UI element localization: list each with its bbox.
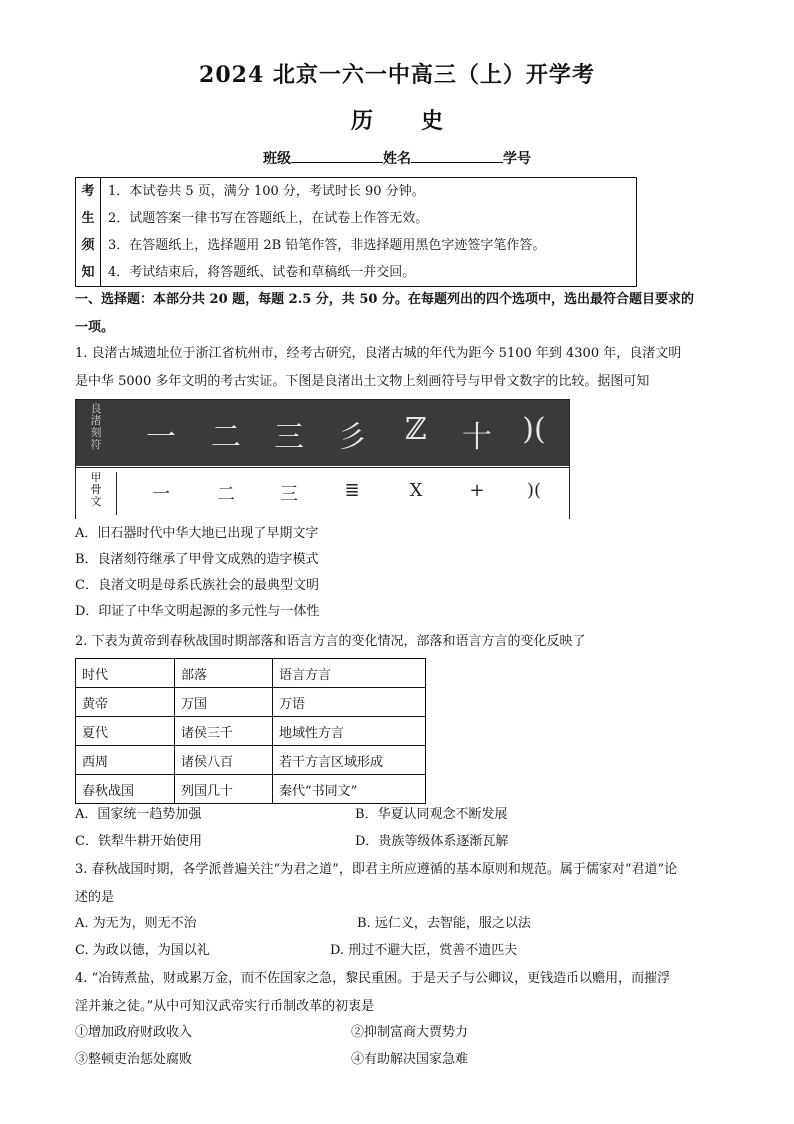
- id-label: 学号: [503, 151, 531, 167]
- q1-stem: 1. 良渚古城遗址位于浙江省杭州市，经考古研究，良渚古城的年代为距今 5100 年到 4300 年，良渚文明 是中华 5000 多年文明的考古实证。下图是良渚出土文物上刻画符号与甲骨文数字的比较。据图可知: [75, 346, 682, 389]
- oracle-bone-row: [76, 467, 569, 519]
- liangzhu-symbol: 一: [146, 420, 176, 455]
- notice-side-label: 考 生 须 知: [76, 178, 101, 286]
- q4-stem: 4. “冶铸煮盐，财或累万金，而不佐国家之急，黎民重困。于是天子与公卿议，更钱造币以赡用，而摧浮 淫并兼之徒。”从中可知汉武帝实行币制改革的初衷是: [75, 971, 671, 1014]
- table-header-row: 时代 部落 语言方言: [76, 659, 426, 688]
- oracle-symbol: 三: [280, 484, 298, 505]
- option-b[interactable]: B．良渚刻符继承了甲骨文成熟的造字模式: [75, 552, 319, 567]
- liangzhu-symbol: ℤ: [405, 412, 427, 447]
- option-d[interactable]: D．印证了中华文明起源的多元性与一体性: [75, 604, 320, 619]
- table-row: 夏代 诸侯三千 地域性方言: [76, 717, 426, 746]
- oracle-symbol: +: [469, 480, 485, 501]
- class-blank[interactable]: [291, 148, 383, 163]
- option-3[interactable]: ③整顿吏治惩处腐败: [75, 1052, 193, 1067]
- liangzhu-symbol: 十: [462, 420, 492, 455]
- option-1[interactable]: ①增加政府财政收入: [75, 1025, 193, 1040]
- option-c[interactable]: C．铁犁牛耕开始使用: [75, 834, 202, 849]
- name-label: 姓名: [383, 151, 411, 167]
- option-a[interactable]: A. 为无为，则无不治: [75, 916, 197, 931]
- option-c[interactable]: C. 为政以德，为国以礼: [75, 943, 210, 958]
- exam-notice-box: [75, 177, 637, 287]
- option-a[interactable]: A．国家统一趋势加强: [75, 807, 202, 822]
- liangzhu-symbol-row: [76, 400, 569, 466]
- oracle-symbol: 二: [217, 484, 235, 505]
- class-label: 班级: [263, 151, 291, 167]
- subject-title: 历 史: [350, 108, 444, 134]
- liangzhu-row-label: 良 渚 刻 符: [90, 402, 102, 451]
- option-c[interactable]: C．良渚文明是母系氏族社会的最典型文明: [75, 578, 319, 593]
- notice-item: 3．在答题纸上，选择题用 2B 铅笔作答，非选择题用黑色字迹签字笔作答。: [108, 238, 546, 253]
- oracle-symbol: X: [409, 480, 423, 501]
- option-d[interactable]: D. 刑过不避大臣，赏善不遗匹夫: [330, 943, 518, 958]
- option-4[interactable]: ④有助解决国家急难: [351, 1052, 469, 1067]
- table-row: 西周 诸侯八百 若干方言区域形成: [76, 746, 426, 775]
- q1-options: [75, 521, 723, 625]
- q3-stem: 3. 春秋战国时期，各学派普遍关注“为君之道”，即君主所应遵循的基本原则和规范。属于儒家对“君道”论 述的是: [75, 862, 678, 905]
- option-a[interactable]: A．旧石器时代中华大地已出现了早期文字: [75, 526, 319, 541]
- oracle-symbol: )(: [526, 480, 542, 501]
- notice-item: 4．考试结束后，将答题纸、试卷和草稿纸一并交回。: [108, 265, 416, 280]
- table-row: 黄帝 万国 万语: [76, 688, 426, 717]
- oracle-symbol: ≣: [344, 480, 360, 501]
- liangzhu-symbol: 二: [211, 420, 241, 455]
- student-info-line: [0, 148, 794, 168]
- option-b[interactable]: B. 远仁义，去智能，服之以法: [357, 916, 531, 931]
- q2-table: [75, 658, 426, 804]
- exam-title: 2024 北京一六一中高三（上）开学考: [199, 62, 595, 88]
- option-d[interactable]: D．贵族等级体系逐渐瓦解: [355, 834, 509, 849]
- section-heading: 一、选择题：本部分共 20 题，每题 2.5 分，共 50 分。在每题列出的四个选项中，选出最符合题目要求的 一项。: [75, 292, 694, 335]
- table-row: 春秋战国 列国几十 秦代“书同文”: [76, 775, 426, 804]
- option-2[interactable]: ②抑制富商大贾势力: [351, 1025, 469, 1040]
- q1-figure: [75, 399, 570, 519]
- liangzhu-symbol: 三: [274, 420, 304, 455]
- q2-stem: 2. 下表为黄帝到春秋战国时期部落和语言方言的变化情况，部落和语言方言的变化反映了: [75, 634, 586, 649]
- notice-items: [108, 178, 545, 286]
- oracle-row-label: 甲 骨 文: [76, 472, 117, 515]
- option-b[interactable]: B．华夏认同观念不断发展: [355, 807, 508, 822]
- liangzhu-symbol: 彡: [337, 420, 367, 455]
- oracle-symbol: 一: [152, 484, 170, 505]
- notice-item: 2．试题答案一律书写在答题纸上，在试卷上作答无效。: [108, 211, 429, 226]
- liangzhu-symbol: )(: [522, 412, 546, 447]
- notice-item: 1．本试卷共 5 页，满分 100 分，考试时长 90 分钟。: [108, 184, 425, 199]
- name-blank[interactable]: [411, 148, 503, 163]
